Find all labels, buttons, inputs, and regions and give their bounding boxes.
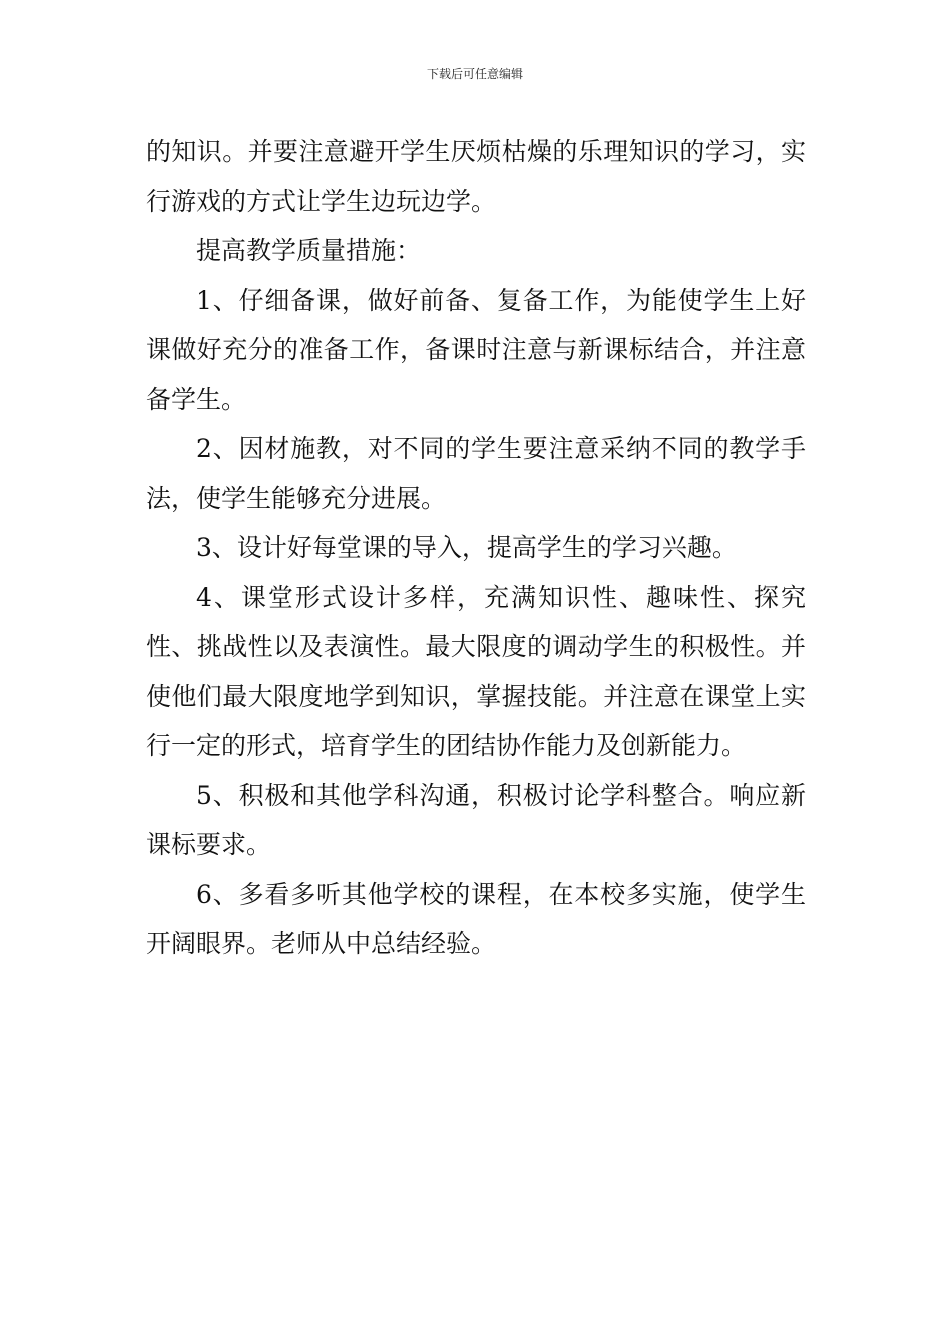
list-item: 6、多看多听其他学校的课程，在本校多实施，使学生开阔眼界。老师从中总结经验。 xyxy=(146,879,806,958)
page-header: 下载后可任意编辑 xyxy=(426,67,523,81)
list-item: 5、积极和其他学科沟通，积极讨论学科整合。响应新课标要求。 xyxy=(146,780,806,859)
list-item: 4、课堂形式设计多样，充满知识性、趣味性、探究性、挑战性以及表演性。最大限度的调动学生的积极性。并使他们最大限度地学到知识，掌握技能。并注意在课堂上实行一定的形式，培育学生的团结协作能力及创新能力。 xyxy=(146,582,806,760)
list-item: 3、设计好每堂课的导入，提高学生的学习兴趣。 xyxy=(196,533,737,562)
list-item: 1、仔细备课，做好前备、复备工作，为能使学生上好课做好充分的准备工作，备课时注意与新课标结合，并注意备学生。 xyxy=(146,285,806,414)
list-item: 2、因材施教，对不同的学生要注意采纳不同的教学手法，使学生能够充分进展。 xyxy=(146,434,806,513)
section-heading: 提高教学质量措施： xyxy=(196,236,422,265)
paragraph-continuation: 的知识。并要注意避开学生厌烦枯燥的乐理知识的学习，实行游戏的方式让学生边玩边学。 xyxy=(146,137,806,216)
document-body xyxy=(146,127,806,969)
